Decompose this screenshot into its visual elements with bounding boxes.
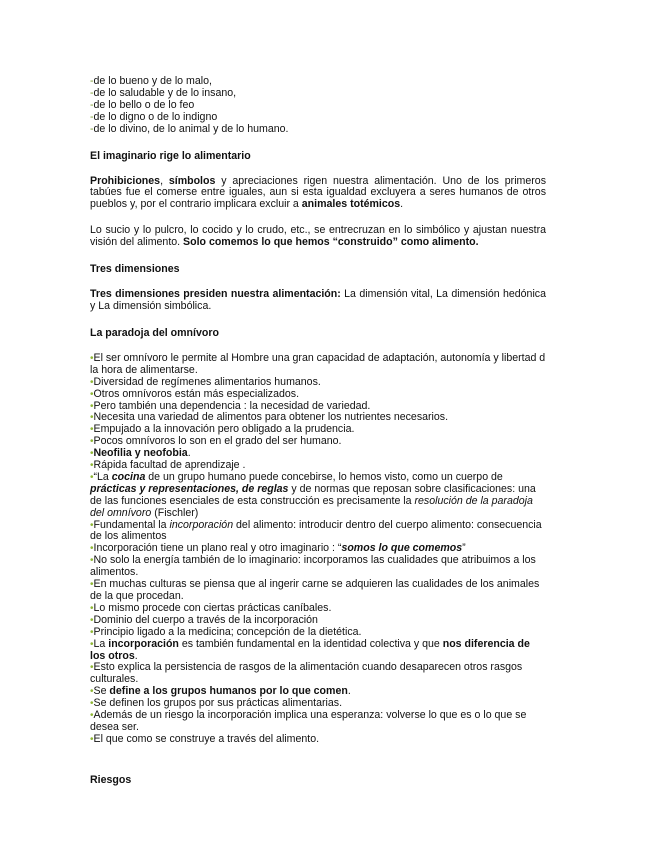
text: Se	[93, 685, 110, 698]
heading-riesgos: Riesgos	[90, 773, 132, 786]
list-item: • No solo la energía también de lo imaginario: incorporamos las cualidades que atribuimos a los alimentos.	[90, 555, 546, 579]
text: Incorporación tiene un plano real y otro imaginario : “	[93, 542, 342, 555]
list-item: - de lo bueno y de lo malo,	[90, 76, 546, 88]
list-item: • Diversidad de regímenes alimentarios humanos.	[90, 377, 546, 389]
text: y de normas que reposan sobre clasificaciones: una de las funciones esenciales de esta construcción es precisamente la	[90, 482, 536, 507]
bold-text: Solo comemos lo que hemos “construido” como alimento.	[183, 236, 479, 249]
paragraph-prohibiciones	[90, 176, 546, 212]
list-item: • Se definen los grupos por sus prácticas alimentarias.	[90, 698, 546, 710]
list-item: • Rápida facultad de aprendizaje .	[90, 460, 546, 472]
bold-text: Neofilia y neofobia	[93, 447, 188, 460]
text: La dimensión vital, La dimensión hedónica y La dimensión simbólica.	[90, 288, 546, 312]
list-item: - de lo digno o de lo indigno	[90, 112, 546, 124]
list-item: • Empujado a la innovación pero obligado a la prudencia.	[90, 424, 546, 436]
list-item: • Dominio del cuerpo a través de la incorporación	[90, 615, 546, 627]
list-item	[90, 639, 546, 663]
list-item: • Principio ligado a la medicina; concepción de la dietética.	[90, 627, 546, 639]
list-item: • El que como se construye a través del alimento.	[90, 734, 546, 746]
text: .	[400, 198, 404, 211]
list-item: - de lo saludable y de lo insano,	[90, 88, 546, 100]
bold-text: incorporación	[108, 637, 179, 650]
text: La	[93, 637, 109, 650]
text: del alimento: introducir dentro del cuerpo alimento: consecuencia de los alimentos	[90, 518, 542, 543]
text: es también fundamental en la identidad colectiva y que	[178, 637, 443, 650]
heading-paradoja: La paradoja del omnívoro	[90, 326, 219, 339]
spacer	[90, 339, 546, 353]
bullet-list	[90, 353, 546, 746]
text: .	[187, 447, 191, 460]
text: Fundamental la	[93, 518, 170, 531]
list-item: - de lo divino, de lo animal y de lo humano.	[90, 124, 546, 136]
paragraph-sucio	[90, 225, 546, 249]
italic-text: incorporación	[169, 518, 234, 531]
text: .	[347, 685, 351, 698]
list-item: • Necesita una variedad de alimentos para obtener los nutrientes necesarios.	[90, 412, 546, 424]
list-item: • Esto explica la persistencia de rasgos de la alimentación cuando desaparecen otros rasgos culturales.	[90, 662, 546, 686]
list-item	[90, 472, 546, 520]
text: “La	[93, 470, 112, 483]
list-item: • En muchas culturas se piensa que al ingerir carne se adquieren las cualidades de los animales de la que procedan.	[90, 579, 546, 603]
text: .	[134, 649, 138, 662]
bold-text: nos diferencia de los otros	[90, 637, 530, 662]
paragraph-dimensiones	[90, 289, 546, 313]
heading-imaginario: El imaginario rige lo alimentario	[90, 149, 251, 162]
list-item: • Lo mismo procede con ciertas prácticas caníbales.	[90, 603, 546, 615]
bold-text: Tres dimensiones presiden nuestra alimentación:	[90, 288, 341, 301]
list-item: • Otros omnívoros están más especializados.	[90, 389, 546, 401]
bold-italic-text: somos lo que comemos	[341, 542, 463, 555]
dash-list	[90, 76, 546, 136]
text: (Fischler)	[151, 506, 199, 519]
bold-text: Prohibiciones	[90, 174, 161, 187]
text: de un grupo humano puede concebirse, lo hemos visto, como un cuerpo de	[145, 470, 503, 483]
italic-text: resolución de la paradoja del omnívoro	[90, 494, 533, 519]
bold-text: animales totémicos	[301, 198, 401, 211]
list-item: • Pero también una dependencia : la necesidad de variedad.	[90, 401, 546, 413]
bold-italic-text: prácticas y representaciones, de reglas	[90, 482, 289, 495]
bold-text: define a los grupos humanos por lo que comen	[109, 685, 348, 698]
list-item: • Pocos omnívoros lo son en el grado del ser humano.	[90, 436, 546, 448]
text: ,	[160, 174, 169, 187]
list-item: • Además de un riesgo la incorporación implica una esperanza: volverse lo que es o lo que se desea ser.	[90, 710, 546, 734]
bold-italic-text: cocina	[111, 470, 146, 483]
text: Lo sucio y lo pulcro, lo cocido y lo crudo, etc., se entrecruzan en lo simbólico y ajustan nuestra visión del alimento.	[90, 224, 546, 249]
text: ”	[462, 542, 466, 555]
list-item	[90, 520, 546, 544]
bold-text: símbolos	[168, 174, 216, 187]
heading-tres-dimensiones: Tres dimensiones	[90, 263, 180, 276]
text: y apreciaciones rigen nuestra alimentación. Uno de los primeros tabúes fue el comerse entre iguales, aun si esta igualdad excluyera a seres humanos de otros pueblos y, por el contrario implicara excluir a	[90, 174, 546, 211]
document-page	[90, 76, 546, 786]
list-item: - de lo bello o de lo feo	[90, 100, 546, 112]
list-item: • El ser omnívoro le permite al Hombre una gran capacidad de adaptación, autonomía y libertad d la hora de alimentarse.	[90, 353, 546, 377]
